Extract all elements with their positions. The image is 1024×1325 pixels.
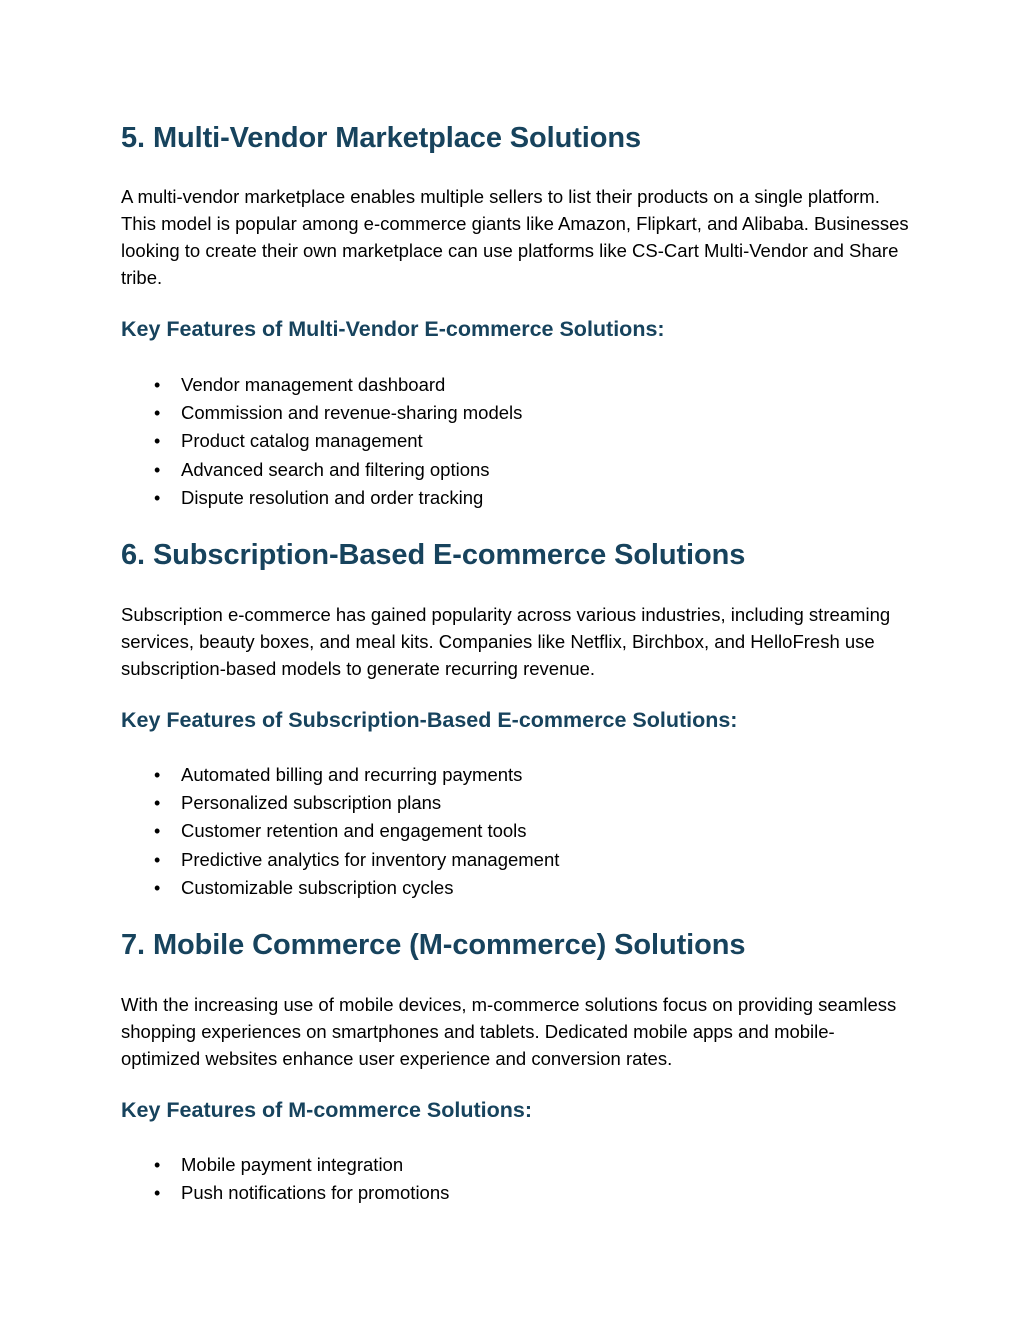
features-title-m-commerce: Key Features of M-commerce Solutions: bbox=[121, 1098, 532, 1122]
list-item-text: Product catalog management bbox=[181, 430, 423, 452]
list-item-text: Commission and revenue-sharing models bbox=[181, 402, 523, 424]
section-title-subscription: 6. Subscription-Based E-commerce Solutions bbox=[121, 539, 746, 571]
list-item-text: Push notifications for promotions bbox=[181, 1182, 450, 1204]
list-item-text: Automated billing and recurring payments bbox=[181, 764, 523, 785]
features-list-subscription bbox=[121, 761, 911, 902]
list-item bbox=[121, 399, 911, 427]
bullet-icon: • bbox=[154, 487, 161, 508]
features-title-multi-vendor: Key Features of Multi-Vendor E-commerce Solutions: bbox=[121, 317, 665, 341]
list-item bbox=[121, 817, 911, 845]
section-body-subscription: Subscription e-commerce has gained popularity across various industries, including streaming services, beauty boxes, and meal kits. Companies like Netflix, Birchbox, and HelloFresh use subscription-based models to generate recurring revenue. bbox=[121, 604, 891, 679]
list-item-text: Customizable subscription cycles bbox=[181, 876, 454, 898]
bullet-icon: • bbox=[154, 821, 161, 842]
list-item bbox=[121, 874, 911, 902]
bullet-icon: • bbox=[154, 1183, 161, 1204]
bullet-icon: • bbox=[154, 375, 161, 395]
list-item bbox=[121, 846, 911, 874]
list-item-text: Advanced search and filtering options bbox=[181, 458, 490, 480]
bullet-icon: • bbox=[154, 793, 161, 814]
section-title-multi-vendor: 5. Multi-Vendor Marketplace Solutions bbox=[121, 122, 641, 154]
list-item bbox=[121, 484, 911, 512]
bullet-icon: • bbox=[154, 403, 161, 424]
bullet-icon: • bbox=[154, 877, 161, 898]
list-item bbox=[121, 427, 911, 455]
list-item-text: Predictive analytics for inventory management bbox=[181, 848, 560, 870]
list-item-text: Vendor management dashboard bbox=[181, 374, 446, 395]
features-list-multi-vendor bbox=[121, 371, 911, 512]
list-item bbox=[121, 456, 911, 484]
bullet-icon: • bbox=[154, 431, 161, 452]
list-item bbox=[121, 1151, 911, 1179]
list-item-text: Customer retention and engagement tools bbox=[181, 820, 527, 842]
bullet-icon: • bbox=[154, 459, 161, 480]
bullet-icon: • bbox=[154, 1155, 161, 1175]
bullet-icon: • bbox=[154, 765, 161, 785]
bullet-icon: • bbox=[154, 849, 161, 870]
features-title-subscription: Key Features of Subscription-Based E-commerce Solutions: bbox=[121, 708, 738, 732]
list-item bbox=[121, 1179, 911, 1207]
features-list-m-commerce bbox=[121, 1151, 911, 1207]
list-item-text: Mobile payment integration bbox=[181, 1154, 404, 1175]
list-item-text: Personalized subscription plans bbox=[181, 792, 442, 814]
list-item bbox=[121, 789, 911, 817]
section-title-m-commerce: 7. Mobile Commerce (M-commerce) Solutions bbox=[121, 929, 746, 961]
section-body-m-commerce: With the increasing use of mobile devices, m-commerce solutions focus on providing seamless shopping experiences on smartphones and tablets. Dedicated mobile apps and mobile-optimized websites enhance user experience and conversion rates. bbox=[121, 994, 897, 1069]
list-item-text: Dispute resolution and order tracking bbox=[181, 486, 484, 508]
section-body-multi-vendor: A multi-vendor marketplace enables multiple sellers to list their products on a single platform. This model is popular among e-commerce giants like Amazon, Flipkart, and Alibaba. Businesses looking to create their own marketplace can use platforms like CS-Cart Multi-Vendor and Share tribe. bbox=[121, 186, 909, 288]
list-item bbox=[121, 371, 911, 399]
list-item bbox=[121, 761, 911, 789]
